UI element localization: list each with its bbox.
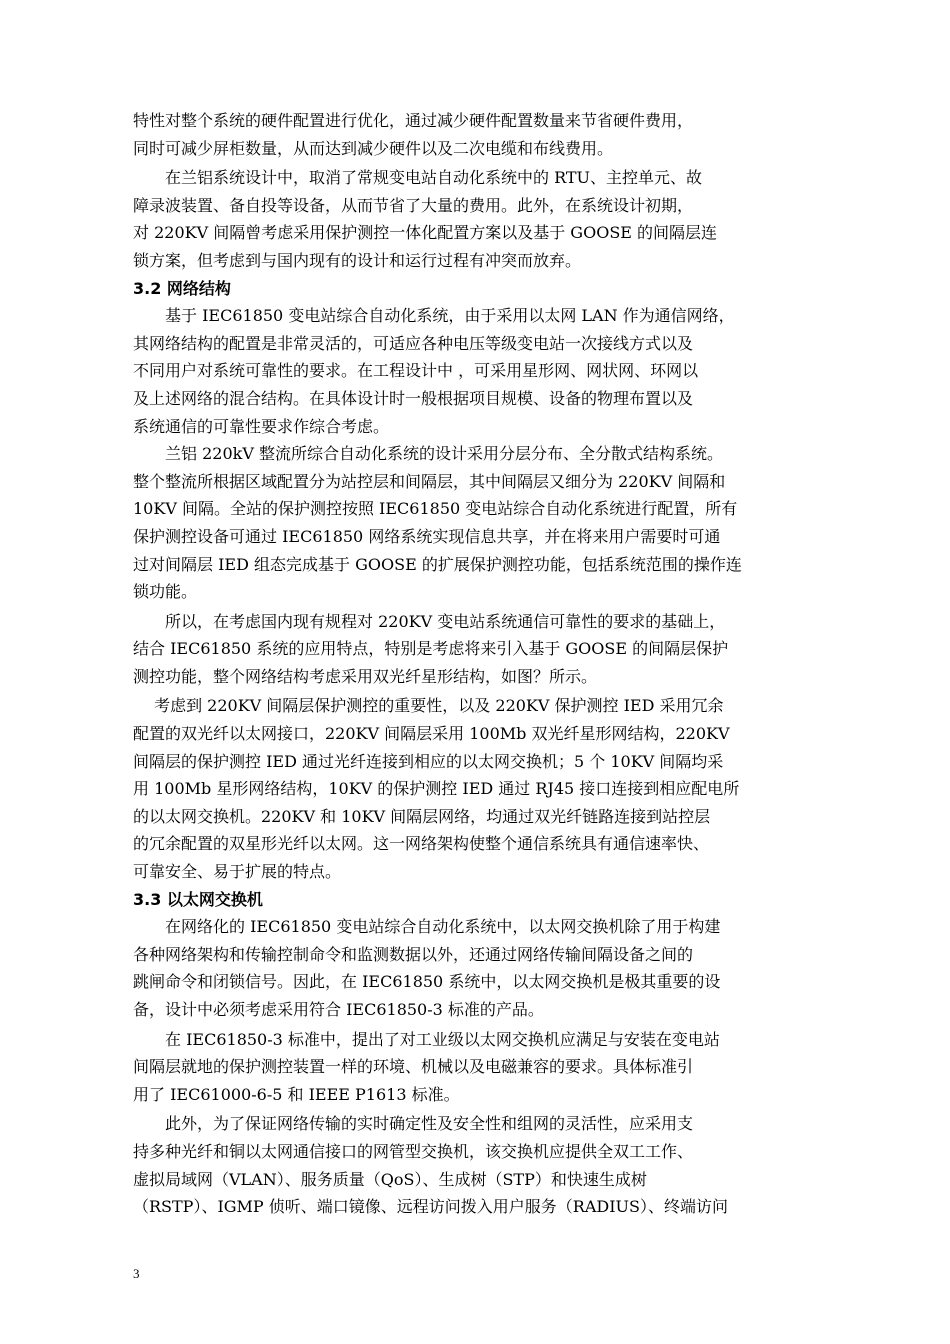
text-line: 系统通信的可靠性要求作综合考虑。 — [133, 416, 390, 436]
text-line: 间隔层的保护测控 IED 通过光纤连接到相应的以太网交换机；5 个 10KV 间隔均采 — [133, 751, 724, 771]
paragraph-block-2 — [133, 302, 843, 885]
paragraph-block-1 — [133, 107, 843, 275]
text-line: 的冗余配置的双星形光纤以太网。这一网络架构使整个通信系统具有通信速率快、 — [133, 834, 710, 854]
text-line: 间隔层就地的保护测控装置一样的环境、机械以及电磁兼容的要求。具体标准引 — [133, 1057, 694, 1077]
text-line: 用 100Mb 星形网络结构，10KV 的保护测控 IED 通过 RJ45 接口连接到相应配电所 — [133, 779, 740, 799]
text-line: 在兰铝系统设计中，取消了常规变电站自动化系统中的 RTU、主控单元、故 — [133, 168, 703, 188]
text-line: 整个整流所根据区域配置分为站控层和间隔层，其中间隔层又细分为 220KV 间隔和 — [133, 471, 726, 491]
body-text — [133, 107, 843, 1221]
text-line: 测控功能，整个网络结构考虑采用双光纤星形结构，如图？所示。 — [133, 666, 598, 686]
section-heading-3-2: 3.2 网络结构 — [133, 278, 231, 298]
text-line: 用了 IEC61000-6-5 和 IEEE P1613 标准。 — [133, 1084, 460, 1104]
page-number: 3 — [133, 1266, 140, 1281]
text-line: 所以，在考虑国内现有规程对 220KV 变电站系统通信可靠性的要求的基础上， — [133, 611, 726, 631]
text-line: 持多种光纤和铜以太网通信接口的网管型交换机，该交换机应提供全双工工作、 — [133, 1141, 694, 1161]
text-line: 配置的双光纤以太网接口，220KV 间隔层采用 100Mb 双光纤星形网结构，220KV — [133, 724, 730, 744]
text-line: 基于 IEC61850 变电站综合自动化系统，由于采用以太网 LAN 作为通信网络， — [133, 306, 735, 326]
text-line: 结合 IEC61850 系统的应用特点，特别是考虑将来引入基于 GOOSE 的间隔层保护 — [133, 639, 729, 659]
text-line: 备，设计中必须考虑采用符合 IEC61850-3 标准的产品。 — [133, 1000, 544, 1019]
text-line: 10KV 间隔。全站的保护测控按照 IEC61850 变电站综合自动化系统进行配置，所有 — [133, 499, 738, 519]
text-line: 在 IEC61850-3 标准中，提出了对工业级以太网交换机应满足与安装在变电站 — [133, 1029, 720, 1049]
text-line: （RSTP）、IGMP 侦听、端口镜像、远程访问拨入用户服务（RADIUS）、终端访问 — [133, 1197, 728, 1217]
text-line: 其网络结构的配置是非常灵活的，可适应各种电压等级变电站一次接线方式以及 — [133, 333, 694, 353]
text-line: 锁功能。 — [133, 582, 198, 602]
text-line: 特性对整个系统的硬件配置进行优化，通过减少硬件配置数量来节省硬件费用， — [133, 111, 694, 130]
text-line: 保护测控设备可通过 IEC61850 网络系统实现信息共享，并在将来用户需要时可通 — [133, 526, 721, 546]
text-line: 不同用户对系统可靠性的要求。在工程设计中 ，可采用星形网、网状网、环网以 — [133, 361, 699, 381]
text-line: 过对间隔层 IED 组态完成基于 GOOSE 的扩展保护测控功能，包括系统范围的操作连 — [133, 554, 742, 574]
text-line: 跳闸命令和闭锁信号。因此，在 IEC61850 系统中，以太网交换机是极其重要的设 — [133, 972, 721, 992]
text-line: 的以太网交换机。220KV 和 10KV 间隔层网络，均通过双光纤链路连接到站控层 — [133, 806, 711, 826]
text-line: 可靠安全、易于扩展的特点。 — [133, 862, 342, 882]
text-line: 考虑到 220KV 间隔层保护测控的重要性，以及 220KV 保护测控 IED 采用冗余 — [133, 696, 724, 716]
text-line: 对 220KV 间隔曾考虑采用保护测控一体化配置方案以及基于 GOOSE 的间隔层连 — [133, 223, 718, 243]
text-line: 各种网络架构和传输控制命令和监测数据以外，还通过网络传输间隔设备之间的 — [133, 944, 694, 964]
text-line: 及上述网络的混合结构。在具体设计时一般根据项目规模、设备的物理布置以及 — [133, 388, 694, 408]
text-line: 此外，为了保证网络传输的实时确定性及安全性和组网的灵活性，应采用支 — [133, 1114, 694, 1134]
text-line: 在网络化的 IEC61850 变电站综合自动化系统中，以太网交换机除了用于构建 — [133, 917, 721, 937]
text-line: 兰铝 220kV 整流所综合自动化系统的设计采用分层分布、全分散式结构系统。 — [133, 444, 723, 464]
paragraph-block-3 — [133, 913, 843, 1221]
text-line: 虚拟局域网（VLAN）、服务质量（QoS）、生成树（STP）和快速生成树 — [133, 1169, 647, 1189]
text-line: 锁方案，但考虑到与国内现有的设计和运行过程有冲突而放弃。 — [133, 250, 582, 270]
text-line: 障录波装置、备自投等设备，从而节省了大量的费用。此外，在系统设计初期， — [133, 195, 694, 215]
text-line: 同时可减少屏柜数量，从而达到减少硬件以及二次电缆和布线费用。 — [133, 138, 614, 158]
section-heading-3-3: 3.3 以太网交换机 — [133, 889, 263, 909]
